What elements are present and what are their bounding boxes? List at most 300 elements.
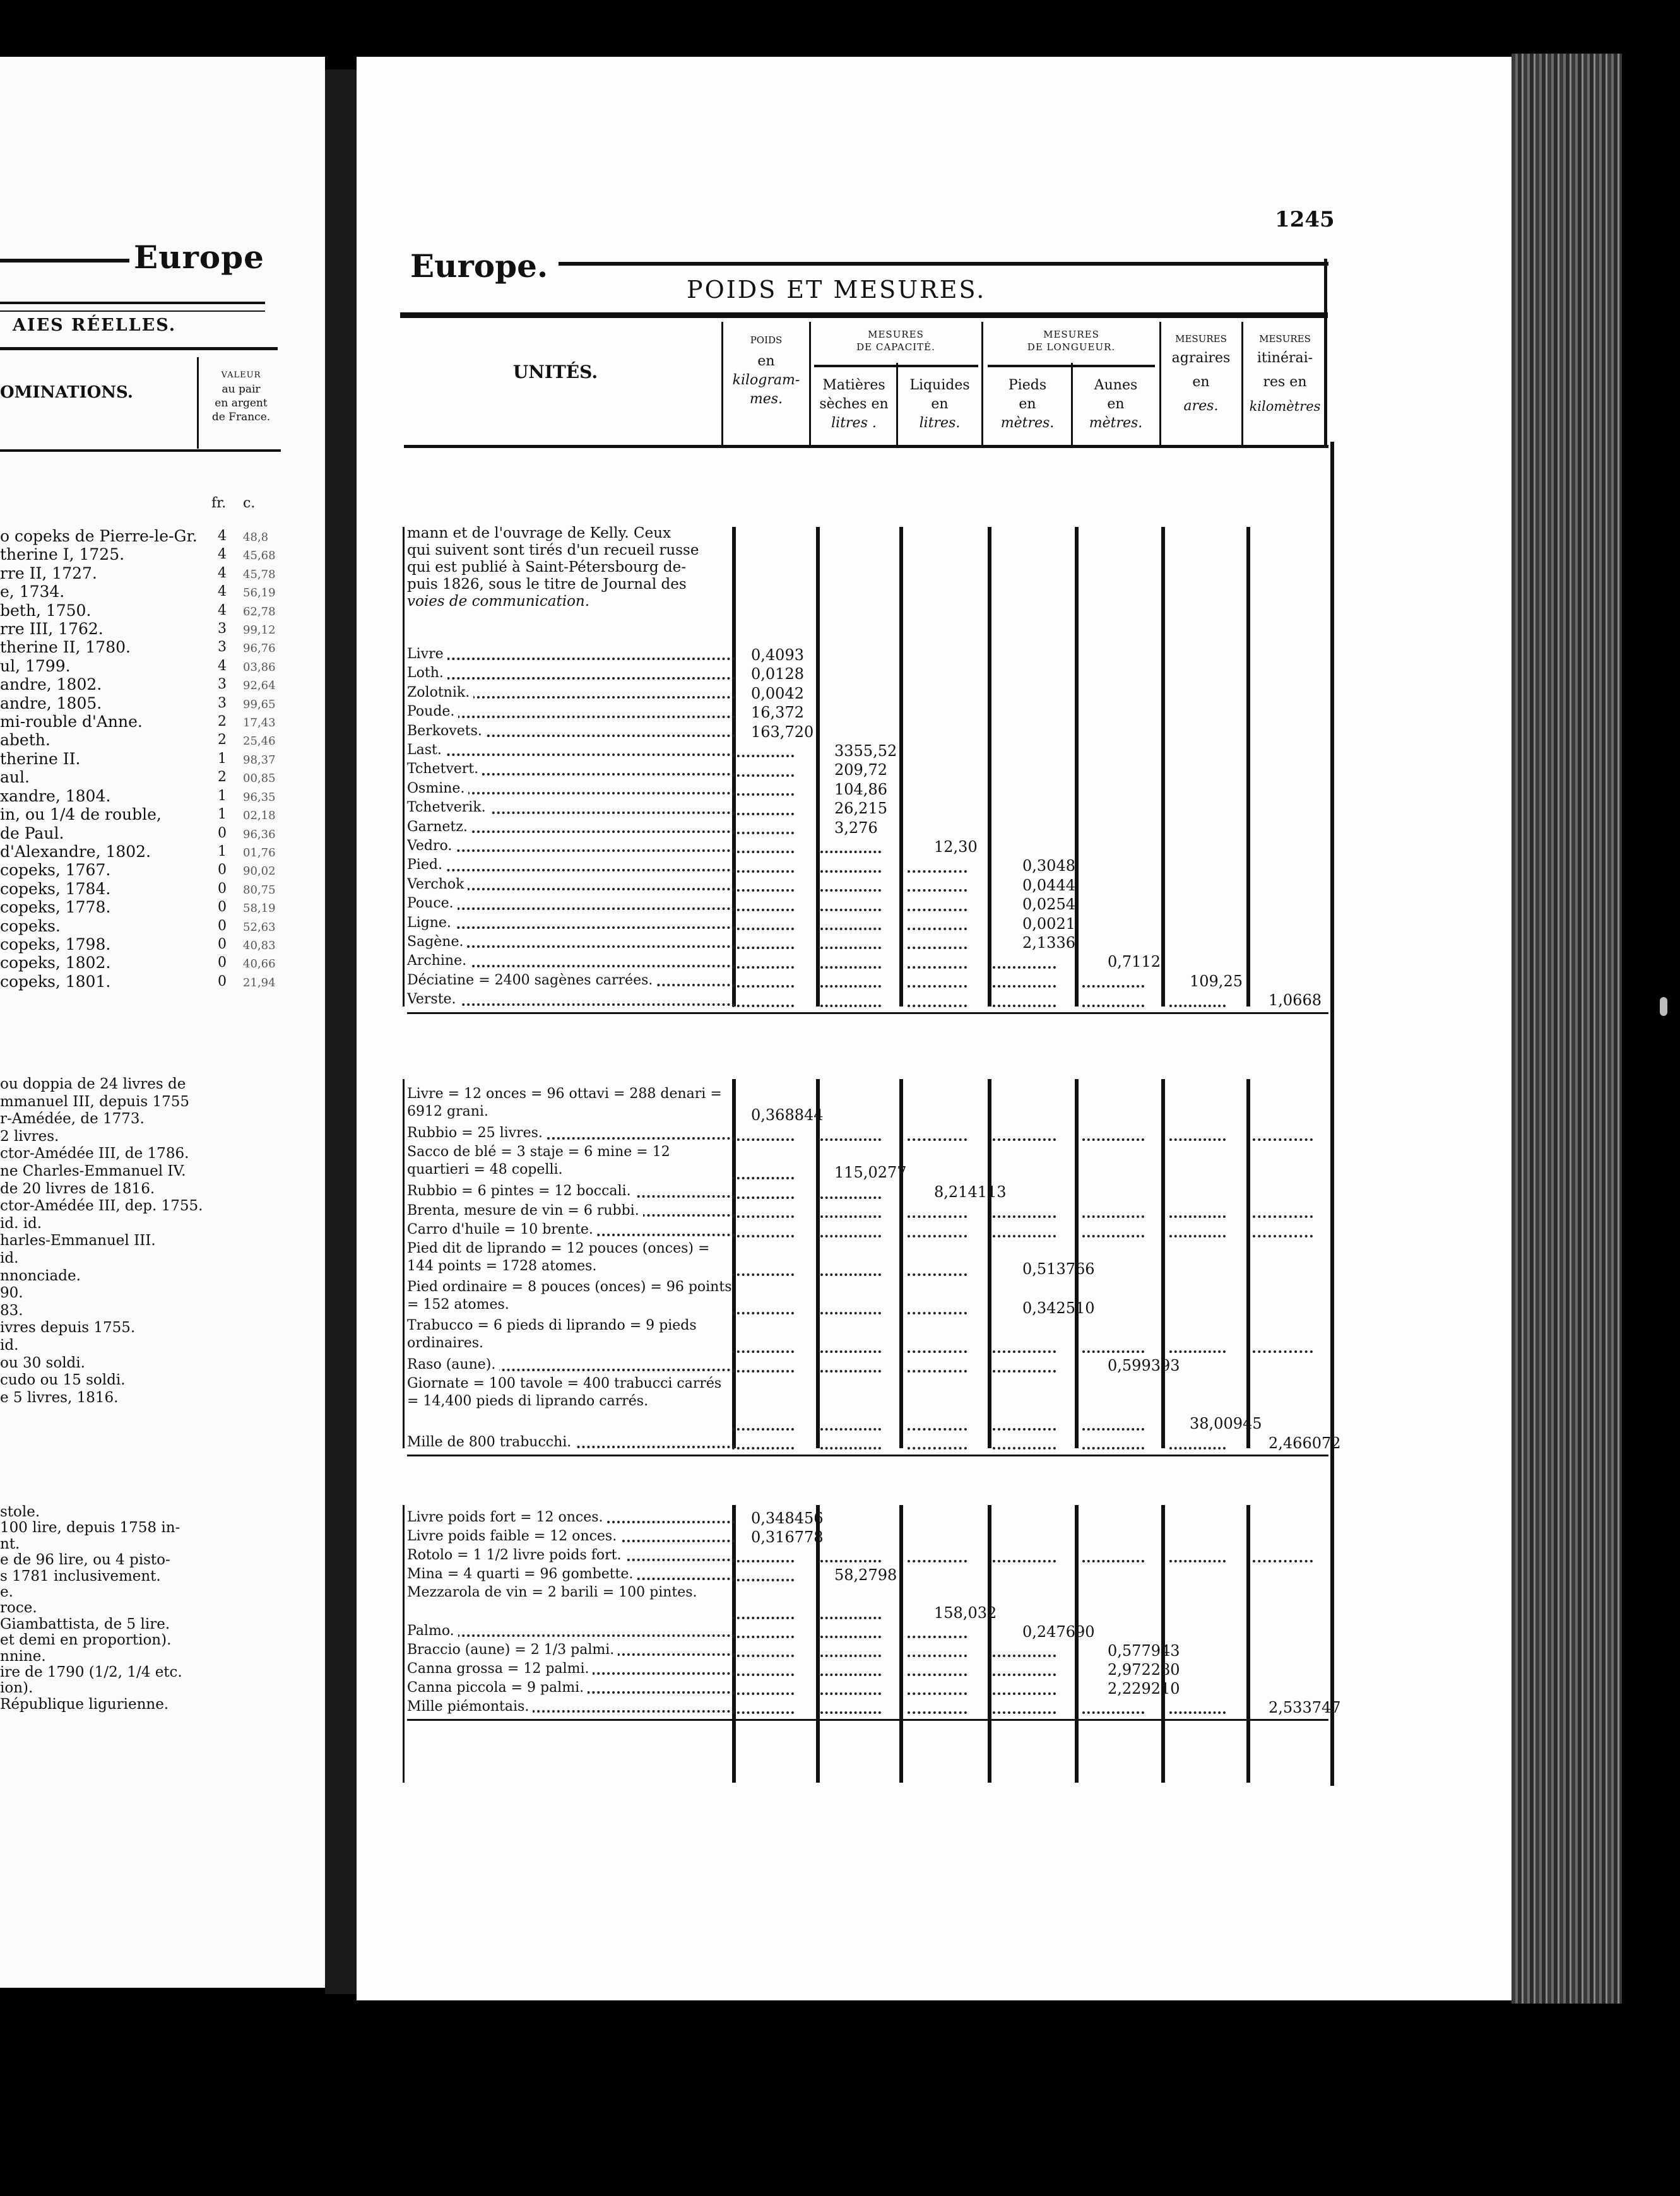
left-title-rule — [0, 259, 129, 263]
measure-value: 0,0021 — [1022, 914, 1075, 933]
measure-value: 0,3048 — [1022, 857, 1075, 875]
cell-filler-dots — [993, 1560, 1056, 1562]
unit-label: Braccio (aune) = 2 1/3 palmi. — [407, 1642, 618, 1658]
left-item-c: 62,78 — [243, 605, 276, 618]
left-list-item — [0, 953, 322, 972]
unit-label: Canna grossa = 12 palmi. — [407, 1661, 593, 1677]
unit-label: Poude. — [407, 704, 458, 719]
unit-label: Loth. — [407, 665, 447, 681]
left-list-item — [0, 972, 322, 991]
edge-mark — [1660, 997, 1667, 1016]
title-rule — [559, 262, 1328, 266]
section-bottom-rule — [407, 1455, 1328, 1456]
cell-filler-dots — [732, 1312, 794, 1314]
cell-filler-dots — [732, 851, 794, 853]
left-list-item: 2 livres. — [0, 1128, 59, 1145]
left-item-fr: 0 — [218, 973, 227, 989]
measure-value: 38,00945 — [1190, 1415, 1262, 1433]
table-row — [407, 1085, 735, 1124]
left-item-text: copeks, 1778. — [0, 898, 111, 917]
cell-filler-dots — [732, 966, 794, 969]
measure-value: 2,533747 — [1269, 1699, 1341, 1716]
left-item-text: andre, 1805. — [0, 694, 102, 712]
cell-filler-dots — [820, 1312, 881, 1314]
left-list-item — [0, 564, 322, 582]
measure-value: 2,466072 — [1269, 1434, 1341, 1452]
left-list-item — [0, 880, 322, 898]
table-row — [407, 722, 735, 741]
left-list-item: ctor-Amédée III, de 1786. — [0, 1145, 189, 1162]
table-row — [407, 971, 735, 990]
unit-label: Brenta, mesure de vin = 6 rubbi. — [407, 1203, 643, 1219]
cell-filler-dots — [820, 870, 881, 873]
cell-filler-dots — [908, 1312, 967, 1314]
col-aunes: Aunes en mètres. — [1089, 377, 1143, 431]
table-row — [407, 1622, 735, 1641]
cell-filler-dots — [732, 1711, 794, 1714]
measure-value: 2,229210 — [1108, 1680, 1180, 1697]
left-item-fr: 1 — [218, 843, 227, 859]
unit-label: Rubbio = 25 livres. — [407, 1125, 547, 1141]
cell-filler-dots — [820, 851, 881, 853]
cell-filler-dots — [732, 1617, 794, 1619]
col-itineraires: MESURES itinérai- res en kilomètres — [1249, 333, 1321, 414]
cell-filler-dots — [732, 1177, 794, 1179]
column-rule — [899, 1505, 903, 1783]
cell-filler-dots — [732, 1196, 794, 1199]
left-list-item: cudo ou 15 soldi. — [0, 1372, 126, 1389]
cell-filler-dots — [820, 1711, 881, 1714]
table-row — [407, 1433, 735, 1453]
cell-filler-dots — [732, 1350, 794, 1353]
left-item-fr: 1 — [218, 750, 227, 767]
cell-filler-dots — [993, 1005, 1056, 1007]
cell-filler-dots — [908, 1674, 967, 1676]
left-item-fr: 0 — [218, 825, 227, 841]
measure-value: 0,0254 — [1022, 895, 1075, 914]
left-list-item — [0, 824, 322, 842]
measure-value: 209,72 — [834, 761, 887, 779]
unit-label: Pied ordinaire = 8 pouces (onces) = 96 points = 152 atomes. — [407, 1279, 732, 1313]
measure-value: 0,577943 — [1108, 1642, 1180, 1660]
cell-filler-dots — [1253, 1560, 1313, 1562]
left-item-fr: 4 — [218, 565, 227, 581]
cell-filler-dots — [732, 889, 794, 892]
measure-value: 12,30 — [934, 838, 978, 856]
measure-value: 8,214113 — [934, 1183, 1007, 1201]
measure-value: 0,368844 — [751, 1106, 824, 1124]
table-row — [407, 1508, 735, 1527]
table-row — [407, 779, 735, 798]
cell-filler-dots — [908, 1235, 967, 1237]
left-item-fr: 4 — [218, 546, 227, 563]
left-col-valeur: VALEUR au pair en argent de France. — [211, 370, 271, 423]
cell-filler-dots — [908, 1655, 967, 1657]
cell-filler-dots — [1082, 1005, 1144, 1007]
left-list-item: Giambattista, de 5 lire. — [0, 1615, 170, 1632]
measure-value: 58,2798 — [834, 1566, 897, 1584]
table-row — [407, 952, 735, 971]
cell-filler-dots — [1169, 1711, 1226, 1714]
col-liquides: Liquides en litres. — [909, 377, 970, 431]
cell-filler-dots — [908, 909, 967, 911]
measure-value: 0,0042 — [751, 684, 804, 702]
left-list-item: id. — [0, 1337, 19, 1354]
col-poids: POIDS en kilogram- mes. — [732, 334, 800, 407]
left-list-item — [0, 861, 322, 879]
cell-filler-dots — [993, 1138, 1056, 1141]
left-list-2 — [0, 1076, 322, 1407]
unit-label: Archine. — [407, 953, 470, 969]
left-item-fr: 1 — [218, 788, 227, 804]
left-list-item: ion). — [0, 1680, 33, 1697]
header-bottom-rule — [404, 445, 1328, 448]
measure-value: 0,348456 — [751, 1509, 824, 1527]
left-item-text: therine I, 1725. — [0, 545, 125, 564]
measure-value: 0,599393 — [1108, 1357, 1180, 1375]
cell-filler-dots — [1169, 1447, 1226, 1449]
table-row — [407, 702, 735, 721]
cell-filler-dots — [820, 966, 881, 969]
measure-value: 3355,52 — [834, 742, 897, 760]
left-list-item — [0, 805, 322, 824]
left-col-divider — [197, 357, 199, 449]
cell-filler-dots — [993, 1711, 1056, 1714]
left-item-text: copeks, 1798. — [0, 935, 111, 953]
column-rule — [899, 527, 903, 1007]
table-row — [407, 933, 735, 952]
table-row — [407, 1697, 735, 1716]
unit-label: Vedro. — [407, 838, 456, 854]
left-item-text: copeks, 1801. — [0, 972, 111, 991]
table-row — [407, 1182, 735, 1201]
page-number: 1245 — [1275, 207, 1335, 232]
cell-filler-dots — [1082, 1711, 1144, 1714]
table-row — [407, 1124, 735, 1143]
measure-value: 104,86 — [834, 780, 887, 798]
left-item-text: rre III, 1762. — [0, 620, 104, 639]
cell-filler-dots — [732, 813, 794, 815]
left-item-text: rre II, 1727. — [0, 564, 97, 582]
unit-label: Ligne. — [407, 915, 455, 931]
measure-value: 16,372 — [751, 704, 804, 722]
left-list-item — [0, 898, 322, 916]
left-list-item — [0, 694, 322, 712]
left-list-item — [0, 917, 322, 935]
left-item-fr: 3 — [218, 676, 227, 693]
left-item-text: beth, 1750. — [0, 601, 92, 620]
column-rule — [816, 1079, 820, 1448]
unit-label: Pied. — [407, 857, 446, 873]
table-title: POIDS ET MESURES. — [687, 276, 986, 304]
cell-filler-dots — [732, 1560, 794, 1562]
cell-filler-dots — [732, 1370, 794, 1372]
cell-filler-dots — [1253, 1350, 1313, 1353]
left-item-c: 48,8 — [243, 531, 269, 544]
cell-filler-dots — [732, 1636, 794, 1638]
cell-filler-dots — [908, 1428, 967, 1431]
measure-value: 109,25 — [1190, 972, 1243, 990]
left-item-fr: 2 — [218, 732, 227, 748]
unit-label: Tchetvert. — [407, 761, 482, 777]
cell-filler-dots — [820, 1617, 881, 1619]
cell-filler-dots — [908, 1005, 967, 1007]
table-row — [407, 1679, 735, 1697]
column-rule — [1075, 1505, 1079, 1783]
left-item-c: 92,64 — [243, 679, 276, 693]
left-list-item — [0, 657, 322, 675]
left-list-item: roce. — [0, 1600, 37, 1617]
unit-label: Raso (aune). — [407, 1357, 499, 1372]
unit-label: Mille de 800 trabucchi. — [407, 1434, 575, 1450]
left-item-c: 40,83 — [243, 938, 276, 952]
left-item-text: xandre, 1804. — [0, 786, 111, 805]
measure-value: 2,1336 — [1022, 934, 1075, 952]
cell-filler-dots — [1253, 1235, 1313, 1237]
unit-label: Sacco de blé = 3 staje = 6 mine = 12 quartieri = 48 copelli. — [407, 1143, 670, 1178]
left-list-item: République ligurienne. — [0, 1696, 169, 1713]
left-list-3 — [0, 1504, 322, 1713]
cell-filler-dots — [820, 1196, 881, 1199]
left-item-text: andre, 1802. — [0, 675, 102, 694]
table-row — [407, 1375, 735, 1433]
left-item-fr: 3 — [218, 695, 227, 711]
left-list-item: 90. — [0, 1285, 23, 1302]
section-bottom-rule — [407, 1719, 1328, 1721]
left-list-item: mmanuel III, depuis 1755 — [0, 1093, 189, 1110]
left-list-1 — [0, 527, 322, 991]
left-item-fr: 2 — [218, 714, 227, 730]
left-item-text: therine II, 1780. — [0, 638, 131, 657]
left-list-item — [0, 935, 322, 953]
cell-filler-dots — [820, 1215, 881, 1218]
column-rule — [816, 1505, 820, 1783]
cell-filler-dots — [1082, 1138, 1144, 1141]
left-list-item: r-Amédée, de 1773. — [0, 1111, 145, 1128]
table-row — [407, 1317, 735, 1355]
measure-value: 0,247690 — [1022, 1623, 1095, 1641]
left-item-fr: 0 — [218, 955, 227, 971]
table-row — [407, 1143, 735, 1182]
unit-label: Rotolo = 1 1/2 livre poids fort. — [407, 1547, 625, 1563]
left-item-c: 45,78 — [243, 567, 276, 581]
cell-filler-dots — [732, 870, 794, 873]
cell-filler-dots — [908, 1447, 967, 1449]
left-item-text: e, 1734. — [0, 582, 65, 601]
measure-value: 0,316778 — [751, 1528, 824, 1546]
cell-filler-dots — [1082, 985, 1144, 988]
cell-filler-dots — [732, 793, 794, 796]
left-item-fr: 0 — [218, 936, 227, 952]
table-row — [407, 1641, 735, 1660]
left-item-c: 21,94 — [243, 976, 276, 989]
left-item-text: mi-rouble d'Anne. — [0, 712, 143, 731]
cell-filler-dots — [820, 1235, 881, 1237]
cell-filler-dots — [820, 1655, 881, 1657]
table-row — [407, 837, 735, 856]
measure-value: 0,0128 — [751, 665, 804, 683]
unit-label: Garnetz. — [407, 819, 471, 835]
column-rule — [988, 1079, 991, 1448]
section-left-rule — [403, 1505, 405, 1783]
left-list-item: ou doppia de 24 livres de — [0, 1076, 186, 1092]
left-item-fr: 0 — [218, 899, 227, 916]
left-rule-2 — [0, 347, 278, 350]
left-item-text: therine II. — [0, 749, 81, 768]
left-list-item: id. — [0, 1249, 19, 1266]
cell-filler-dots — [993, 1235, 1056, 1237]
left-item-c: 98,37 — [243, 753, 276, 767]
left-item-c: 80,75 — [243, 883, 276, 897]
left-list-item — [0, 712, 322, 731]
left-list-item: e de 96 lire, ou 4 pisto- — [0, 1552, 170, 1569]
cell-filler-dots — [908, 1273, 967, 1276]
left-list-item — [0, 768, 322, 786]
unit-label: Canna piccola = 9 palmi. — [407, 1680, 588, 1696]
left-item-fr: 2 — [218, 769, 227, 786]
book-edge — [1511, 54, 1622, 2004]
column-rule — [816, 527, 820, 1007]
unit-label: Palmo. — [407, 1623, 458, 1639]
cell-filler-dots — [908, 966, 967, 969]
leader-dots — [407, 677, 735, 680]
cell-filler-dots — [993, 1674, 1056, 1676]
table-row — [407, 818, 735, 837]
left-item-c: 96,35 — [243, 790, 276, 804]
unit-label: Mille piémontais. — [407, 1699, 533, 1715]
cell-filler-dots — [732, 832, 794, 834]
section-left-rule — [403, 1079, 405, 1448]
measure-value: 0,342510 — [1022, 1299, 1095, 1317]
left-list-item: ctor-Amédée III, dep. 1755. — [0, 1198, 203, 1215]
left-item-c: 99,65 — [243, 697, 276, 711]
cell-filler-dots — [1082, 1447, 1144, 1449]
cell-filler-dots — [1082, 1350, 1144, 1353]
left-unit-c: c. — [243, 495, 256, 511]
table-row — [407, 1201, 735, 1221]
unit-label: Mezzarola de vin = 2 barili = 100 pintes. — [407, 1585, 701, 1600]
table-row — [407, 875, 735, 894]
cell-filler-dots — [908, 1350, 967, 1353]
cell-filler-dots — [993, 1370, 1056, 1372]
left-item-text: copeks. — [0, 916, 61, 935]
left-item-text: d'Alexandre, 1802. — [0, 842, 151, 861]
leader-dots — [407, 849, 735, 852]
page-gutter — [325, 69, 357, 1994]
left-item-fr: 3 — [218, 621, 227, 637]
left-item-text: copeks, 1802. — [0, 953, 111, 972]
left-rule — [0, 302, 265, 312]
cell-filler-dots — [732, 1428, 794, 1431]
table-row — [407, 1220, 735, 1240]
col-unites: UNITÉS. — [512, 362, 598, 382]
cell-filler-dots — [732, 909, 794, 911]
cell-filler-dots — [820, 1350, 881, 1353]
cell-filler-dots — [993, 1692, 1056, 1695]
unit-label: Déciatine = 2400 sagènes carrées. — [407, 972, 656, 988]
cell-filler-dots — [1253, 1138, 1313, 1141]
cell-filler-dots — [993, 1655, 1056, 1657]
unit-label: Rubbio = 6 pintes = 12 boccali. — [407, 1183, 635, 1199]
column-rule — [1246, 1079, 1250, 1448]
table-row — [407, 1355, 735, 1375]
left-item-fr: 0 — [218, 862, 227, 878]
measure-value: 115,0277 — [834, 1164, 907, 1182]
leader-dots — [407, 658, 735, 660]
cell-filler-dots — [732, 1273, 794, 1276]
measure-value: 1,0668 — [1269, 991, 1322, 1010]
unit-label: Carro d'huile = 10 brente. — [407, 1222, 597, 1237]
left-item-text: abeth. — [0, 731, 50, 750]
cell-filler-dots — [820, 1273, 881, 1276]
left-item-fr: 4 — [218, 528, 227, 544]
col-agraires: MESURES agraires en ares. — [1171, 333, 1231, 414]
cell-filler-dots — [732, 774, 794, 777]
col-longueur-group: MESURES DE LONGUEUR. — [1027, 329, 1116, 353]
unit-label: Livre poids fort = 12 onces. — [407, 1509, 607, 1525]
table-row — [407, 1240, 735, 1278]
unit-label: Livre = 12 onces = 96 ottavi = 288 denari = 6912 grani. — [407, 1086, 722, 1119]
left-list-item: ne Charles-Emmanuel IV. — [0, 1162, 186, 1179]
cell-filler-dots — [908, 1138, 967, 1141]
cell-filler-dots — [732, 1579, 794, 1581]
left-item-c: 56,19 — [243, 586, 276, 600]
unit-label: Giornate = 100 tavole = 400 trabucci carrés = 14,400 pieds di liprando carrés. — [407, 1376, 722, 1409]
unit-label: Livre — [407, 646, 447, 662]
table-row — [407, 1660, 735, 1679]
left-list-item: 83. — [0, 1302, 23, 1319]
col-capacite-group: MESURES DE CAPACITÉ. — [856, 329, 935, 353]
column-rule — [899, 1079, 903, 1448]
left-item-c: 02,18 — [243, 809, 276, 823]
measure-value: 3,276 — [834, 818, 878, 837]
column-rule — [1246, 527, 1250, 1007]
section-title: Europe. — [410, 247, 548, 285]
left-list-item — [0, 750, 322, 768]
left-list-item: nt. — [0, 1535, 20, 1552]
left-page-title: Europe — [134, 239, 264, 276]
left-item-text: de Paul. — [0, 824, 64, 842]
cell-filler-dots — [1169, 1005, 1226, 1007]
cell-filler-dots — [732, 1138, 794, 1141]
cell-filler-dots — [732, 1447, 794, 1449]
cell-filler-dots — [732, 1674, 794, 1676]
cell-filler-dots — [1082, 1215, 1144, 1218]
cell-filler-dots — [732, 928, 794, 930]
cell-filler-dots — [820, 985, 881, 988]
unit-label: Berkovets. — [407, 723, 486, 739]
unit-label: Trabucco = 6 pieds di liprando = 9 pieds ordinaires. — [407, 1318, 697, 1352]
left-item-c: 00,85 — [243, 772, 276, 786]
left-header-rule — [0, 449, 281, 452]
cell-filler-dots — [1082, 1235, 1144, 1237]
left-item-c: 96,36 — [243, 827, 276, 841]
left-item-c: 17,43 — [243, 716, 276, 730]
left-list-item — [0, 787, 322, 805]
table-row — [407, 990, 735, 1009]
cell-filler-dots — [993, 1215, 1056, 1218]
cell-filler-dots — [908, 889, 967, 892]
cell-filler-dots — [908, 1692, 967, 1695]
header-top-rule — [400, 312, 1328, 318]
left-list-item: harles-Emmanuel III. — [0, 1232, 156, 1249]
unit-label: Pied dit de liprando = 12 pouces (onces) = 144 points = 1728 atomes. — [407, 1240, 710, 1274]
measure-value: 0,513766 — [1022, 1260, 1095, 1278]
left-list-item — [0, 675, 322, 694]
cell-filler-dots — [1082, 1560, 1144, 1562]
left-item-fr: 4 — [218, 584, 227, 600]
left-item-text: in, ou 1/4 de rouble, — [0, 805, 162, 824]
